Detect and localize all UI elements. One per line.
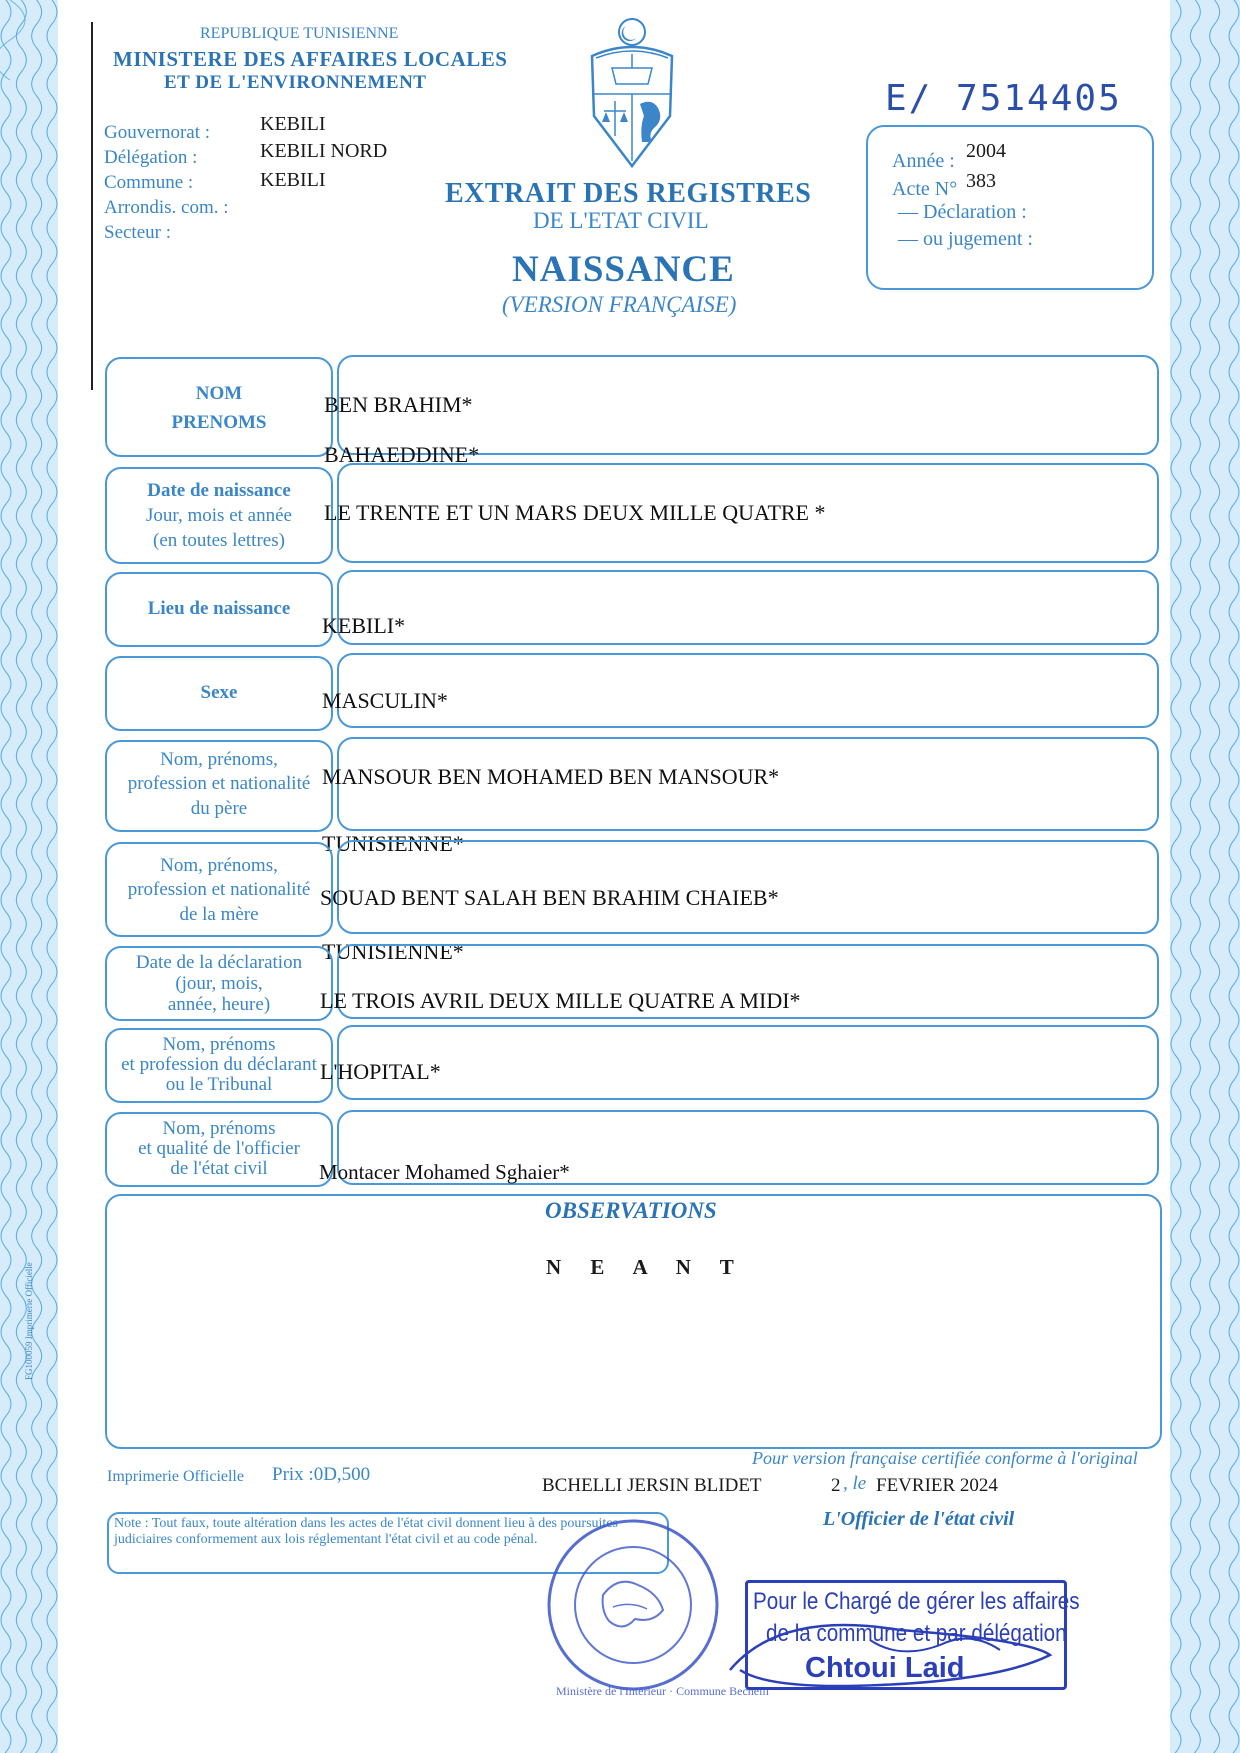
officier-label2: et qualité de l'officier (138, 1138, 300, 1159)
imprimerie-label: Imprimerie Officielle (107, 1468, 244, 1485)
declarant-label1: Nom, prénoms (162, 1034, 276, 1055)
declarant-value-box (337, 1025, 1159, 1100)
ministry-line1: MINISTERE DES AFFAIRES LOCALES (113, 47, 508, 71)
gouvernorat-label: Gouvernorat : (104, 122, 211, 143)
observations-title: OBSERVATIONS (545, 1198, 717, 1223)
ministry-line2: ET DE L'ENVIRONNEMENT (164, 72, 427, 93)
sexe-label: Sexe (200, 682, 238, 703)
seal-text: Ministère de l'Intérieur · Commune Bechelli (556, 1684, 770, 1698)
mere-label1: Nom, prénoms, (160, 855, 278, 876)
date-naissance-label3: (en toutes lettres) (153, 530, 285, 551)
declaration-value: LE TROIS AVRIL DEUX MILLE QUATRE A MIDI* (320, 988, 801, 1013)
nom-value: BEN BRAHIM* (324, 392, 473, 417)
officier-label1: Nom, prénoms (162, 1118, 276, 1139)
date-naissance-value: LE TRENTE ET UN MARS DEUX MILLE QUATRE * (324, 500, 826, 525)
declarant-label2: et profession du déclarant (121, 1054, 317, 1075)
pere-nationality: TUNISIENNE* (322, 831, 464, 856)
note-text: Note : Tout faux, toute altération dans les actes de l'état civil donnent lieu à des poursuites judiciaires conformement aux lois réglementant l'état civil et au code pénal. (114, 1516, 618, 1547)
sexe-value: MASCULIN* (322, 688, 448, 713)
mere-label2: profession et nationalité (127, 879, 311, 900)
title-type: NAISSANCE (512, 249, 735, 290)
acte-value: 383 (966, 170, 996, 192)
commune-value: KEBILI (260, 169, 326, 191)
pere-label1: Nom, prénoms, (160, 749, 278, 770)
title-version: (VERSION FRANÇAISE) (502, 292, 737, 317)
annee-label: Année : (892, 150, 955, 172)
prenoms-value: BAHAEDDINE* (324, 442, 480, 467)
mere-nationality: TUNISIENNE* (322, 939, 464, 964)
officier-label3: de l'état civil (170, 1158, 268, 1179)
pere-label2: profession et nationalité (127, 773, 311, 794)
officer-title: L'Officier de l'état civil (823, 1508, 1015, 1530)
lieu-value-box (337, 570, 1159, 645)
declaration-label: — Déclaration : (898, 201, 1027, 223)
republic-label: REPUBLIQUE TUNISIENNE (200, 25, 399, 42)
delegation-value: KEBILI NORD (260, 140, 388, 162)
title-line1: EXTRAIT DES REGISTRES (445, 178, 812, 209)
date-day: 2 (831, 1475, 841, 1496)
arrondissement-label: Arrondis. com. : (104, 197, 229, 218)
pere-label3: du père (190, 798, 248, 819)
nom-label: NOM (195, 383, 243, 404)
prenoms-label: PRENOMS (171, 412, 267, 433)
lieu-label: Lieu de naissance (147, 598, 291, 619)
sexe-value-box (337, 653, 1159, 728)
title-line2: DE L'ETAT CIVIL (533, 208, 709, 233)
security-border-right (1170, 0, 1240, 1753)
declaration-label2: (jour, mois, (175, 973, 263, 994)
signature (700, 1600, 1080, 1700)
date-naissance-label1: Date de naissance (147, 480, 291, 501)
mere-label3: de la mère (179, 904, 259, 925)
stamp-line1: Pour le Chargé de gérer les affaires (753, 1588, 1080, 1615)
stamp-line2: de la commune et par délégation (766, 1620, 1067, 1647)
delegation-label: Délégation : (104, 147, 198, 168)
coat-of-arms-emblem (582, 16, 682, 171)
serial-number: E/ 7514405 (885, 78, 1122, 119)
stamp-line3: Chtoui Laid (805, 1652, 965, 1684)
place-text: BCHELLI JERSIN BLIDET (542, 1475, 762, 1496)
prix-label: Prix :0D,500 (272, 1464, 371, 1485)
declaration-label1: Date de la déclaration (135, 952, 303, 973)
security-border-left (0, 0, 58, 1753)
annee-value: 2004 (966, 140, 1006, 162)
date-naissance-label2: Jour, mois et année (146, 505, 292, 526)
date-le: , le (843, 1473, 867, 1494)
mere-value: SOUAD BENT SALAH BEN BRAHIM CHAIEB* (320, 885, 779, 910)
round-seal-stamp (543, 1515, 723, 1695)
side-print-code: FG100059 Imprimerie Officielle (24, 1262, 34, 1380)
acte-label: Acte N° (892, 178, 958, 200)
declarant-label3: ou le Tribunal (165, 1074, 273, 1095)
observations-value: N E A N T (546, 1255, 746, 1279)
declaration-label3: année, heure) (167, 994, 271, 1015)
nom-label-box (105, 357, 333, 457)
observations-box (105, 1194, 1162, 1449)
officier-value: Montacer Mohamed Sghaier* (319, 1160, 570, 1184)
commune-label: Commune : (104, 172, 194, 193)
secteur-label: Secteur : (104, 222, 172, 243)
left-rule (91, 22, 93, 390)
jugement-label: — ou jugement : (898, 228, 1033, 250)
lieu-value: KEBILI* (322, 613, 406, 638)
date-rest: FEVRIER 2024 (876, 1475, 998, 1496)
declarant-value: L'HOPITAL* (320, 1059, 441, 1084)
certified-text: Pour version française certifiée conforme à l'original (752, 1448, 1138, 1468)
pere-value: MANSOUR BEN MOHAMED BEN MANSOUR* (322, 764, 780, 789)
gouvernorat-value: KEBILI (260, 113, 326, 135)
